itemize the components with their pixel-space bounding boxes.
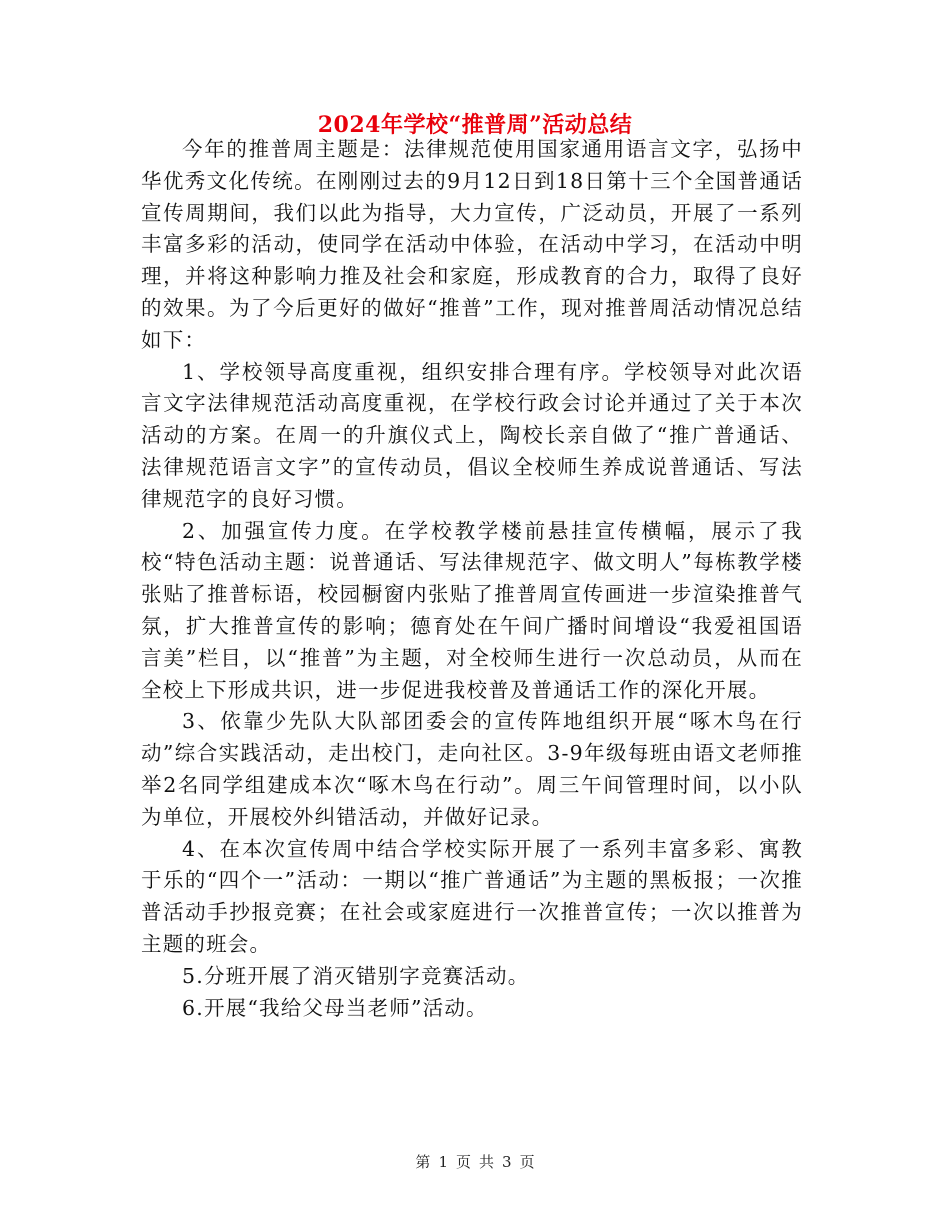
paragraph-item-2: 2、加强宣传力度。在学校教学楼前悬挂宣传横幅，展示了我校“特色活动主题：说普通话、写法律规范字、做文明人”每栋教学楼张贴了推普标语，校园橱窗内张贴了推普周宣传画进一步渲染推普气氛，扩大推普宣传的影响；德育处在午间广播时间增设“我爱祖国语言美”栏目，以“推普”为主题，对全校师生进行一次总动员，从而在全校上下形成共识，进一步促进我校普及普通话工作的深化开展。	[141, 518, 803, 702]
paragraph-item-6: 6.开展“我给父母当老师”活动。	[182, 995, 488, 1020]
document-body	[141, 134, 803, 1024]
footer-total-pages: 3	[502, 1153, 512, 1171]
paragraph-item-3: 3、依靠少先队大队部团委会的宣传阵地组织开展“啄木鸟在行动”综合实践活动，走出校门，走向社区。3-9年级每班由语文老师推举2名同学组建成本次“啄木鸟在行动”。周三午间管理时间，以小队为单位，开展校外纠错活动，并做好记录。	[141, 709, 803, 829]
paragraph-item-5: 5.分班开展了消灭错别字竞赛活动。	[182, 963, 530, 988]
document-title: 2024年学校“推普周”活动总结	[317, 112, 633, 138]
footer-total-word: 共	[479, 1153, 495, 1171]
footer-suffix: 页	[519, 1153, 535, 1171]
footer-page-word: 页	[455, 1153, 471, 1171]
footer-prefix: 第	[415, 1153, 431, 1171]
page-footer	[0, 1152, 950, 1172]
paragraph-item-1: 1、学校领导高度重视，组织安排合理有序。学校领导对此次语言文字法律规范活动高度重视，在学校行政会讨论并通过了关于本次活动的方案。在周一的升旗仪式上，陶校长亲自做了“推广普通话、法律规范语言文字”的宣传动员，倡议全校师生养成说普通话、写法律规范字的良好习惯。	[141, 359, 803, 511]
paragraph-intro: 今年的推普周主题是：法律规范使用国家通用语言文字，弘扬中华优秀文化传统。在刚刚过去的9月12日到18日第十三个全国普通话宣传周期间，我们以此为指导，大力宣传，广泛动员，开展了一系列丰富多彩的活动，使同学在活动中体验，在活动中学习，在活动中明理，并将这种影响力推及社会和家庭，形成教育的合力，取得了良好的效果。为了今后更好的做好“推普”工作，现对推普周活动情况总结如下：	[141, 137, 803, 352]
paragraph-item-4: 4、在本次宣传周中结合学校实际开展了一系列丰富多彩、寓教于乐的“四个一”活动：一期以“推广普通话”为主题的黑板报；一次推普活动手抄报竞赛；在社会或家庭进行一次推普宣传；一次以推普为主题的班会。	[141, 836, 803, 956]
footer-page-number: 1	[438, 1153, 448, 1171]
